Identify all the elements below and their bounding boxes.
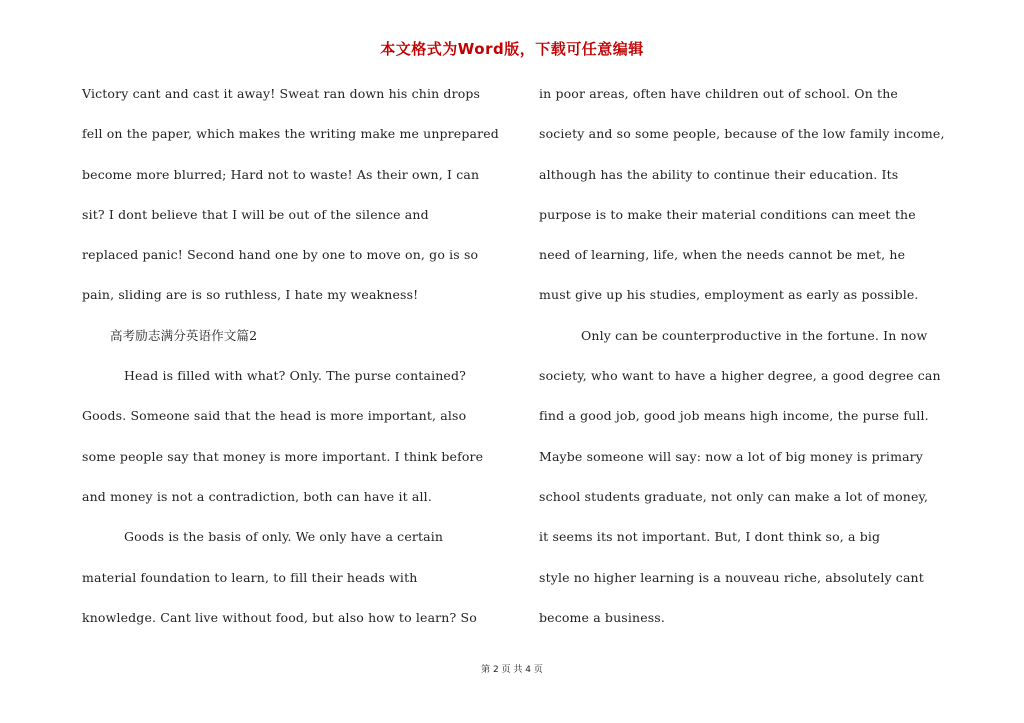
text-line: fell on the paper, which makes the writing make me unprepared xyxy=(82,126,499,142)
right-text-column xyxy=(539,83,969,647)
text-line: in poor areas, often have children out of school. On the xyxy=(539,86,898,101)
text-line: Maybe someone will say: now a lot of big money is primary xyxy=(539,448,924,464)
text-line: Goods is the basis of only. We only have a certain xyxy=(124,529,444,545)
text-line: find a good job, good job means high income, the purse full. xyxy=(539,408,929,424)
text-line: purpose is to make their material conditions can meet the xyxy=(539,206,916,222)
text-line: some people say that money is more important. I think before xyxy=(82,448,484,464)
text-line: it seems its not important. But, I dont think so, a big xyxy=(539,529,881,545)
text-line: Head is filled with what? Only. The purse contained? xyxy=(124,368,466,384)
text-line: need of learning, life, when the needs cannot be met, he xyxy=(539,247,906,263)
text-line: style no higher learning is a nouveau riche, absolutely cant xyxy=(539,569,924,585)
text-line: society and so some people, because of the low family income, xyxy=(539,126,945,142)
text-line: material foundation to learn, to fill their heads with xyxy=(82,569,418,585)
text-line: become a business. xyxy=(539,609,665,625)
text-line: school students graduate, not only can make a lot of money, xyxy=(539,488,929,504)
text-line: Victory cant and cast it away! Sweat ran down his chin drops xyxy=(82,86,481,101)
left-text-column xyxy=(82,83,514,647)
text-line: sit? I dont believe that I will be out of the silence and xyxy=(82,206,429,222)
text-line: become more blurred; Hard not to waste! As their own, I can xyxy=(82,166,480,182)
text-line: must give up his studies, employment as early as possible. xyxy=(539,287,919,303)
text-line: knowledge. Cant live without food, but also how to learn? So xyxy=(82,609,477,625)
text-line: pain, sliding are is so ruthless, I hate my weakness! xyxy=(82,287,419,303)
text-line: society, who want to have a higher degree, a good degree can xyxy=(539,368,941,384)
text-line: and money is not a contradiction, both can have it all. xyxy=(82,488,432,504)
text-line: Goods. Someone said that the head is more important, also xyxy=(82,408,467,424)
text-line: replaced panic! Second hand one by one to move on, go is so xyxy=(82,247,479,263)
format-banner: 本文格式为Word版，下载可任意编辑 xyxy=(380,40,644,58)
section-heading: 高考励志满分英语作文篇2 xyxy=(110,327,258,343)
text-line: Only can be counterproductive in the fortune. In now xyxy=(581,327,928,343)
page-number-footer: 第 2 页 共 4 页 xyxy=(481,665,543,675)
text-line: although has the ability to continue their education. Its xyxy=(539,166,899,182)
